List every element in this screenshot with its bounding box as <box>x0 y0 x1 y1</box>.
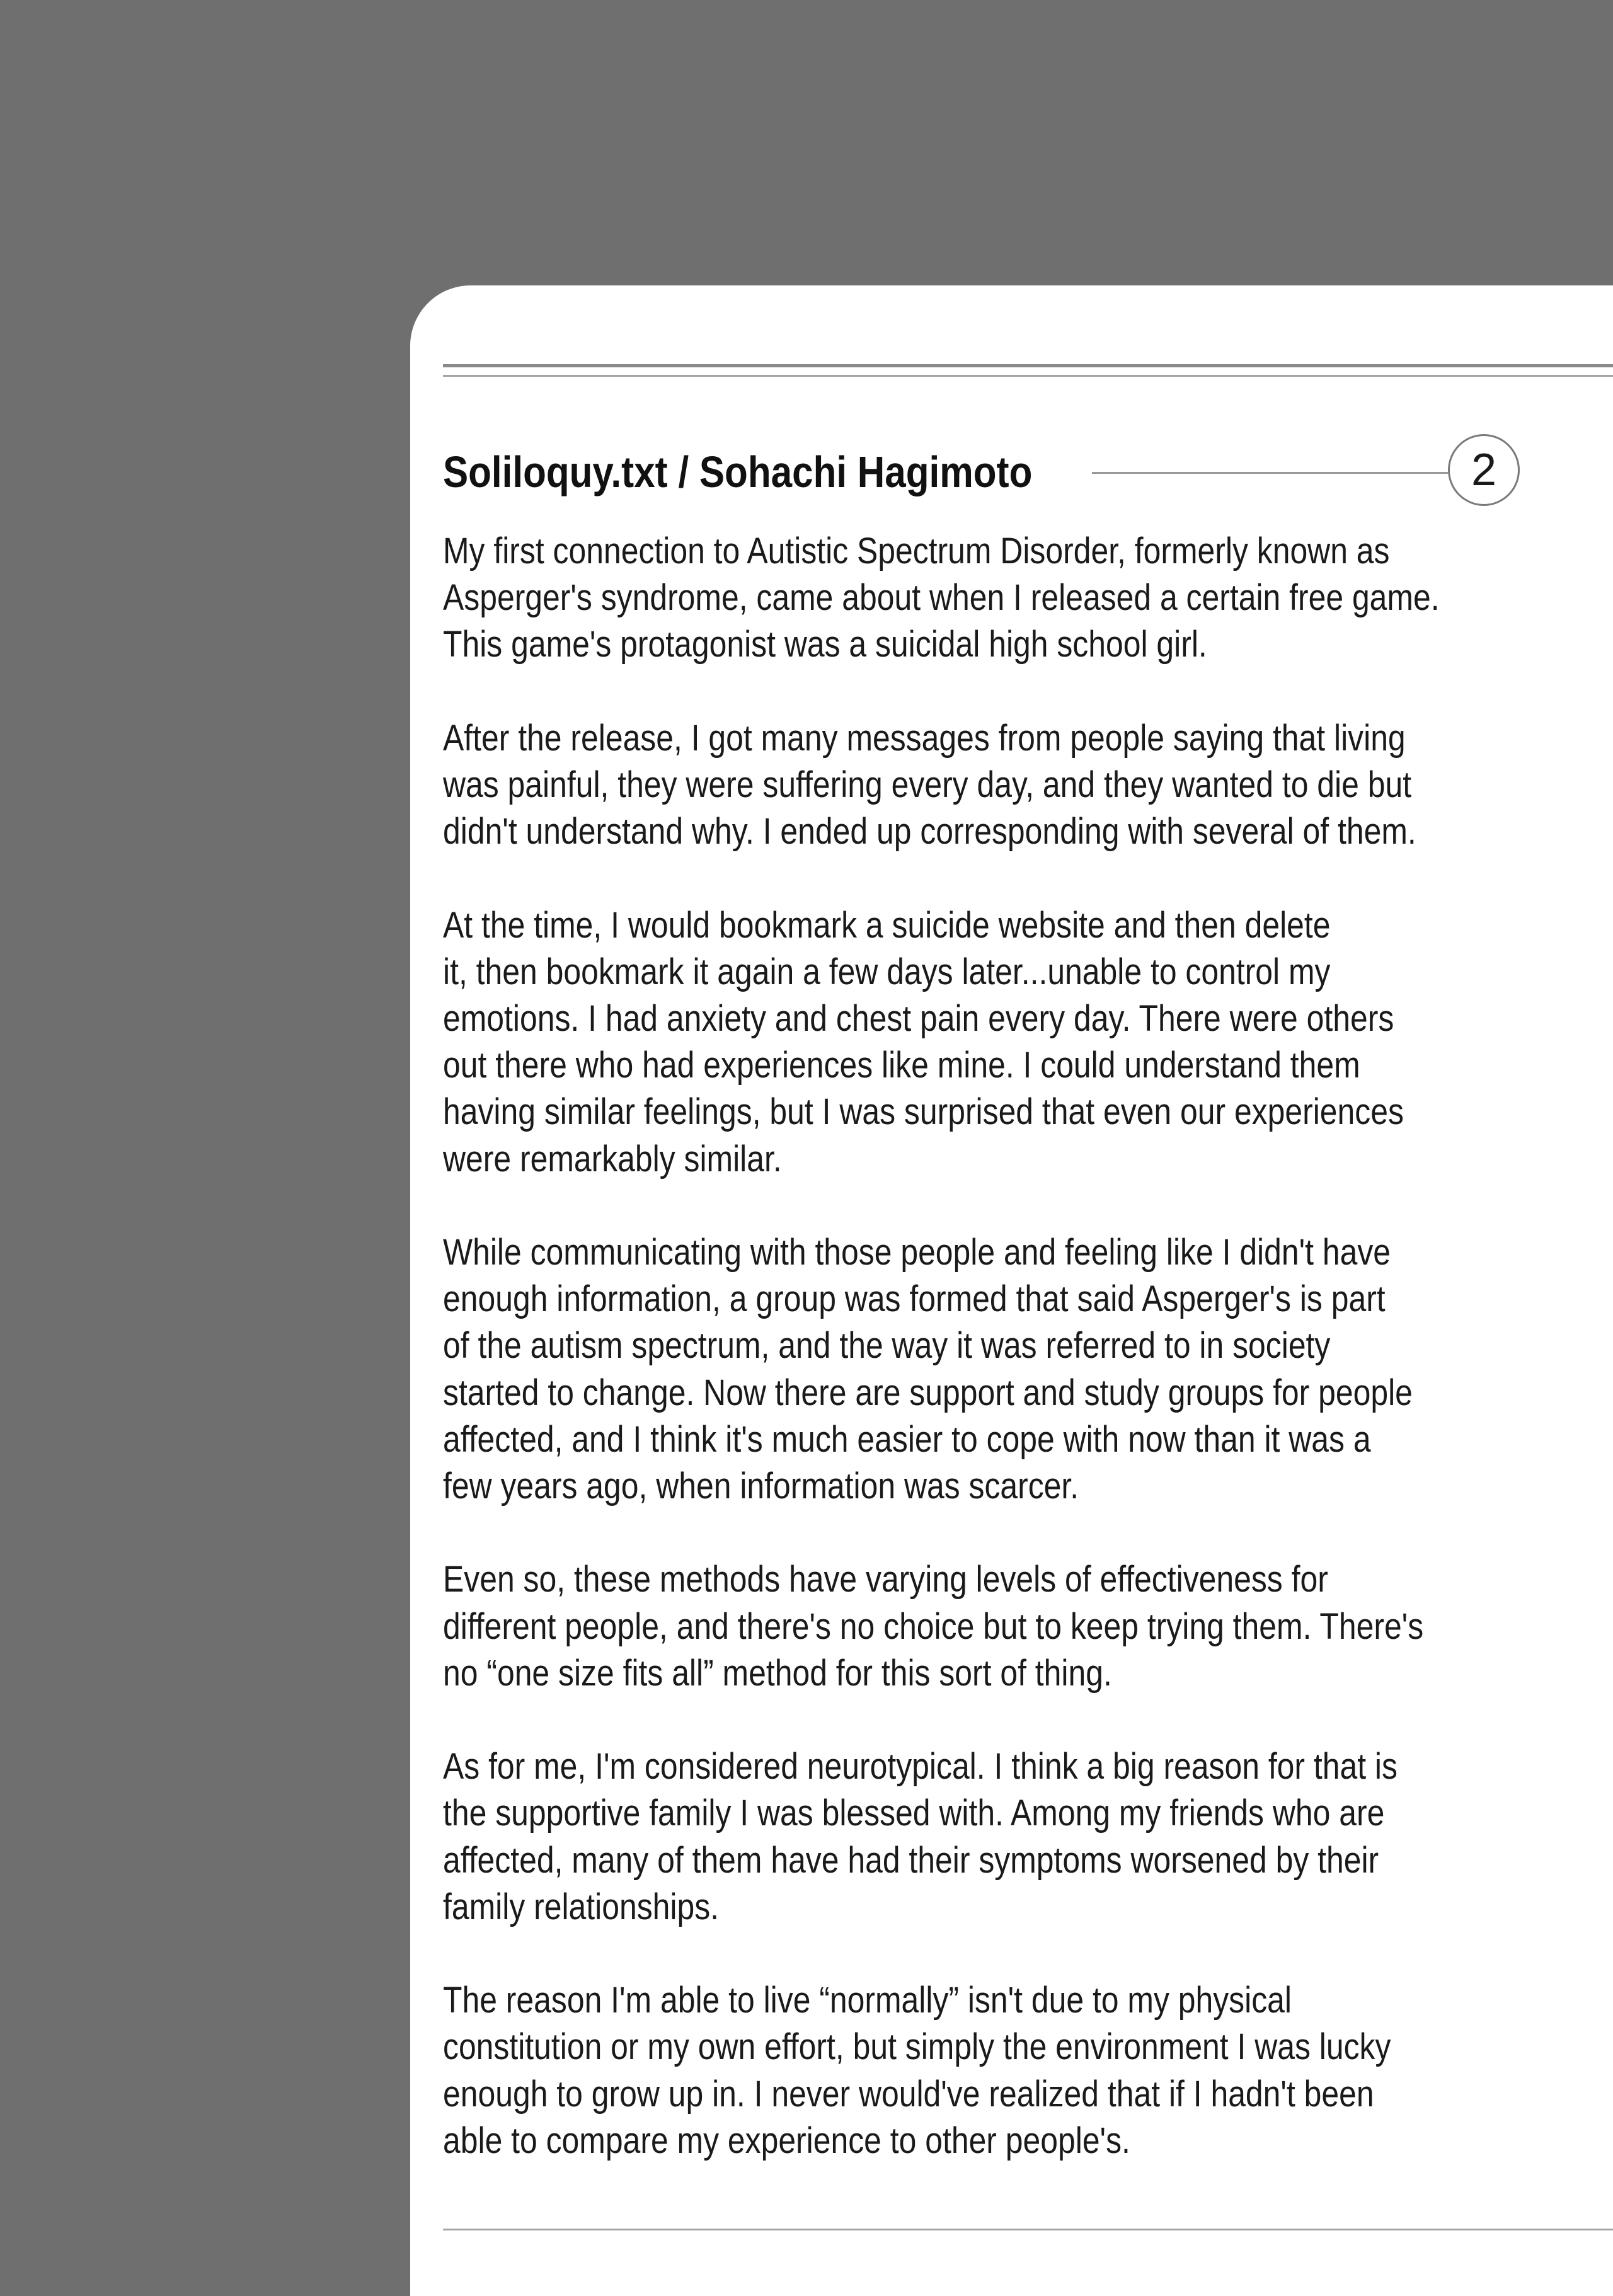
text-line: enough information, a group was formed that said Asperger's is part <box>443 1278 1386 1320</box>
text-line: At the time, I would bookmark a suicide website and then delete <box>443 904 1331 946</box>
page-title: Soliloquy.txt / Sohachi Hagimoto <box>443 447 1033 497</box>
text-line: were remarkably similar. <box>443 1138 782 1180</box>
text-line: no “one size fits all” method for this sort of thing. <box>443 1652 1112 1694</box>
text-line: having similar feelings, but I was surprised that even our experiences <box>443 1091 1404 1133</box>
text-line: different people, and there's no choice but to keep trying them. There's <box>443 1605 1424 1647</box>
text-line: was painful, they were suffering every day, and they wanted to die but <box>443 764 1412 805</box>
text-line: After the release, I got many messages from people saying that living <box>443 717 1406 759</box>
header-rule <box>1092 472 1448 474</box>
text-line: didn't understand why. I ended up corresponding with several of them. <box>443 811 1416 852</box>
paragraph <box>443 1977 1472 2164</box>
page-header <box>443 434 1557 510</box>
text-line: While communicating with those people and feeling like I didn't have <box>443 1232 1391 1273</box>
paragraph <box>443 902 1472 1183</box>
top-rule-secondary <box>443 375 1613 377</box>
text-line: it, then bookmark it again a few days later...unable to control my <box>443 951 1331 992</box>
text-line: affected, many of them have had their symptoms worsened by their <box>443 1839 1379 1881</box>
bottom-rule <box>443 2229 1613 2230</box>
page-number-badge: 2 <box>1448 434 1520 506</box>
text-line: enough to grow up in. I never would've realized that if I hadn't been <box>443 2073 1374 2115</box>
text-line: As for me, I'm considered neurotypical. I think a big reason for that is <box>443 1746 1398 1788</box>
paragraph <box>443 1743 1472 1931</box>
text-line: emotions. I had anxiety and chest pain every day. There were others <box>443 998 1394 1039</box>
text-line: the supportive family I was blessed with. Among my friends who are <box>443 1793 1385 1834</box>
text-line: affected, and I think it's much easier to cope with now than it was a <box>443 1418 1371 1460</box>
document-page <box>410 285 1613 2296</box>
text-line: Even so, these methods have varying levels of effectiveness for <box>443 1559 1328 1600</box>
text-line: constitution or my own effort, but simply the environment I was lucky <box>443 2026 1391 2068</box>
text-line: My first connection to Autistic Spectrum Disorder, formerly known as <box>443 531 1390 571</box>
text-line: family relationships. <box>443 1886 720 1927</box>
paragraph <box>443 1229 1472 1510</box>
text-line: Asperger's syndrome, came about when I released a certain free game. <box>443 577 1440 619</box>
text-line: This game's protagonist was a suicidal high school girl. <box>443 624 1207 665</box>
top-rule <box>443 364 1613 367</box>
text-line: The reason I'm able to live “normally” isn't due to my physical <box>443 1980 1292 2021</box>
text-line: few years ago, when information was scarcer. <box>443 1466 1079 1507</box>
text-line: of the autism spectrum, and the way it was referred to in society <box>443 1325 1331 1367</box>
essay-body <box>443 528 1472 2211</box>
text-line: able to compare my experience to other people's. <box>443 2120 1130 2161</box>
text-line: started to change. Now there are support and study groups for people <box>443 1372 1413 1413</box>
text-line: out there who had experiences like mine. I could understand them <box>443 1045 1360 1086</box>
paragraph <box>443 1556 1472 1697</box>
paragraph <box>443 715 1472 856</box>
paragraph <box>443 528 1472 669</box>
